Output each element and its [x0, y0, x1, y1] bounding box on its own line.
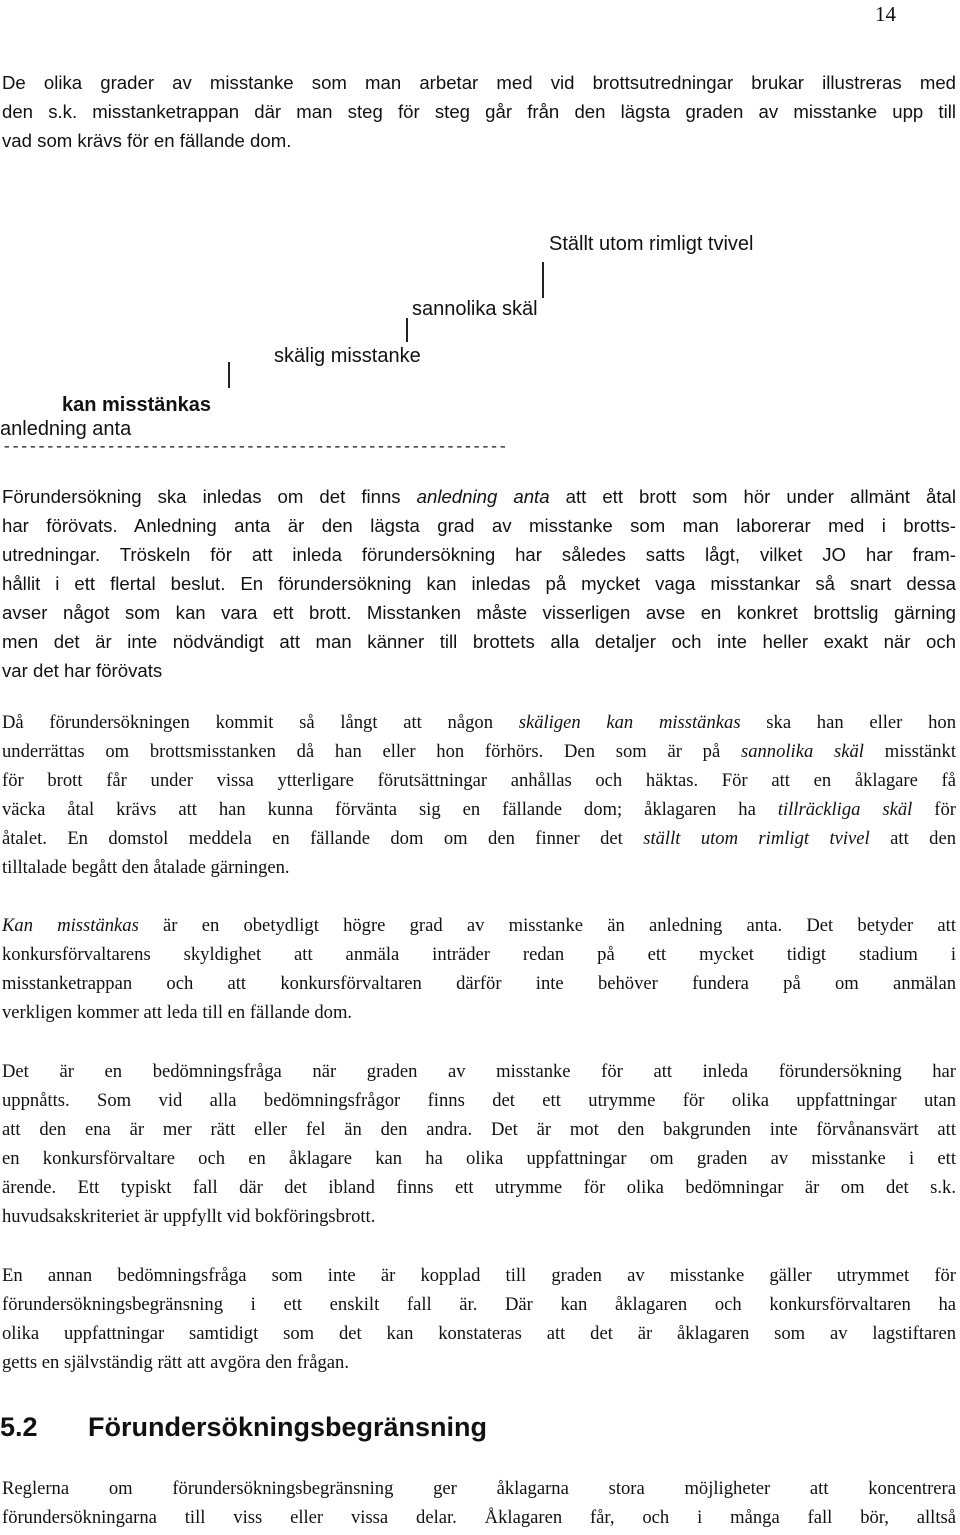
text-line: Då förundersökningen kommit så långt att någon skäligen kan misstänkas ska han eller hon — [2, 712, 956, 733]
text-line: åtalet. En domstol meddela en fällande dom om den finner det ställt utom rimligt tvivel att den — [2, 828, 956, 849]
text-line: har förövats. Anledning anta är den lägsta grad av misstanke som man laborerar med i brotts- — [2, 515, 956, 536]
text-line: utredningar. Tröskeln för att inleda förundersökning har således satts lågt, vilket JO har fram- — [2, 544, 956, 565]
paragraph-kan-misstankas — [2, 911, 956, 1027]
text-line: Kan misstänkas är en obetydligt högre grad av misstanke än anledning anta. Det betyder att — [2, 915, 956, 936]
page-number: 14 — [875, 2, 896, 26]
step-stallt-utom-rimligt-tvivel: Ställt utom rimligt tvivel — [549, 233, 754, 255]
emphasis: ställt utom rimligt tvivel — [643, 828, 870, 849]
emphasis: sannolika skäl — [740, 741, 864, 762]
text-line: getts en självständig rätt att avgöra den frågan. — [2, 1352, 349, 1373]
emphasis: Kan misstänkas — [2, 915, 139, 936]
step-anledning-anta: anledning anta — [0, 418, 132, 440]
text-line: misstanketrappan och att konkursförvaltaren därför inte behöver fundera på om anmälan — [2, 973, 956, 994]
intro-paragraph — [2, 68, 956, 155]
paragraph-misstankegrader — [2, 708, 956, 882]
section-heading — [0, 1412, 487, 1443]
step-sannolika-skal: sannolika skäl — [412, 298, 538, 320]
text-line: tilltalade begått den åtalade gärningen. — [2, 857, 290, 878]
text-line: men det är inte nödvändigt att man känner till brottets alla detaljer och inte heller exakt när och — [2, 631, 956, 652]
text-line: väcka åtal krävs att han kunna förvänta sig en fällande dom; åklagaren ha tillräckliga skäl för — [2, 799, 956, 820]
text-line: hållit i ett flertal beslut. En förundersökning kan inledas på mycket vaga misstankar så snart dessa — [2, 573, 956, 594]
section-title: Förundersökningsbegränsning — [88, 1412, 488, 1442]
step-kan-misstankas: kan misstänkas — [62, 394, 211, 416]
text-line: förundersökningsbegränsning i ett enskilt fall är. Där kan åklagaren och konkursförvaltaren ha — [2, 1294, 956, 1315]
text-line: De olika grader av misstanke som man arbetar med vid brottsutredningar brukar illustreras med — [2, 72, 956, 93]
text-line: var det har förövats — [2, 660, 163, 681]
text-line: en konkursförvaltare och en åklagare kan ha olika uppfattningar om graden av misstanke i ett — [2, 1148, 956, 1169]
step-riser — [406, 318, 408, 342]
staircase-baseline: ---------------------------------------------------------- — [2, 438, 507, 456]
emphasis: anledning anta — [416, 486, 550, 507]
step-riser — [542, 262, 544, 298]
text-line: den s.k. misstanketrappan där man steg för steg går från den lägsta graden av misstanke upp till — [2, 101, 956, 122]
text-line: underrättas om brottsmisstanken då han eller hon förhörs. Den som är på sannolika skäl misstänkt — [2, 741, 957, 762]
emphasis: tillräckliga skäl — [777, 799, 913, 820]
step-riser — [228, 362, 230, 388]
text-line: konkursförvaltarens skyldighet att anmäla inträder redan på ett mycket tidigt stadium i — [2, 944, 956, 965]
text-line: för brott får under vissa ytterligare förutsättningar anhållas och häktas. För att en åklagare få — [2, 770, 956, 791]
text-line: huvudsakskriteriet är uppfyllt vid bokföringsbrott. — [2, 1206, 376, 1227]
text-line: olika uppfattningar samtidigt som det kan konstateras att det är åklagaren som av lagstiftaren — [2, 1323, 956, 1344]
section-number: 5.2 — [0, 1412, 38, 1442]
text-line: Förundersökning ska inledas om det finns anledning anta att ett brott som hör under allmänt åtal — [2, 486, 956, 507]
text-line: ärende. Ett typiskt fall där det ibland finns ett utrymme för olika bedömningar är om det s.k. — [2, 1177, 956, 1198]
text-line: förundersökningarna till viss eller vissa delar. Åklagaren får, och i många fall bör, alltså — [2, 1507, 956, 1528]
step-skalig-misstanke: skälig misstanke — [274, 345, 421, 367]
text-line: att den ena är mer rätt eller fel än den andra. Det är mot den bakgrunden inte förvånansvärt att — [2, 1119, 956, 1140]
paragraph-forundersokning — [2, 482, 956, 685]
emphasis: skäligen kan misstänkas — [518, 712, 741, 733]
text-line: Reglerna om förundersökningsbegränsning ger åklagarna stora möjligheter att koncentrera — [2, 1478, 956, 1499]
text-line: vad som krävs för en fällande dom. — [2, 130, 292, 151]
text-line: uppnåtts. Som vid alla bedömningsfrågor finns det ett utrymme för olika uppfattningar utan — [2, 1090, 956, 1111]
text-line: En annan bedömningsfråga som inte är kopplad till graden av misstanke gäller utrymmet för — [2, 1265, 956, 1286]
text-line: verkligen kommer att leda till en fällande dom. — [2, 1002, 353, 1023]
paragraph-begransning — [2, 1261, 956, 1377]
text-line: avser något som kan vara ett brott. Misstanken måste visserligen avse en konkret brottslig gärning — [2, 602, 956, 623]
text-line: Det är en bedömningsfråga när graden av misstanke för att inleda förundersökning har — [2, 1061, 956, 1082]
paragraph-reglerna — [2, 1474, 956, 1532]
paragraph-bedomningsfraga — [2, 1057, 956, 1231]
